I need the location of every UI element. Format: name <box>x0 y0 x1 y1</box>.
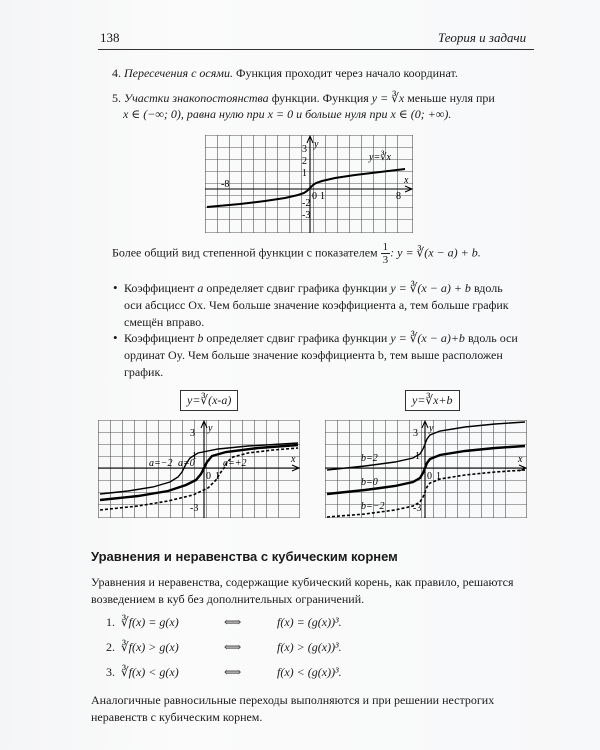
tick-x0: 0 <box>312 191 317 202</box>
tick-x1: 1 <box>436 471 441 482</box>
tick-y1: 1 <box>415 451 420 462</box>
equivalence-arrow-icon: ⟺ <box>224 665 242 679</box>
rule-3 <box>106 664 342 681</box>
label-a-minus2: a=−2 <box>149 458 173 469</box>
fraction-numerator: 1 <box>382 241 389 253</box>
graph-cbrt <box>205 135 413 233</box>
bullet-1-text-c: вдоль <box>470 281 503 295</box>
rule-right: f(x) > (g(x))³. <box>277 640 342 654</box>
label-b-2: b=2 <box>361 453 378 464</box>
chapter-title: Теория и задачи <box>438 30 527 45</box>
item-4 <box>112 65 458 82</box>
tick-y3: 3 <box>190 428 195 439</box>
label-a-plus2: a=+2 <box>223 458 247 469</box>
item-5-number: 5. <box>112 91 121 105</box>
tick-x1: 1 <box>320 191 325 202</box>
bullet-2-line2: ординат Oy. Чем больше значение коэффициента b, тем выше расположен <box>124 348 503 362</box>
grid <box>325 420 527 518</box>
tick-y1: 1 <box>192 451 197 462</box>
curve-label: y=∛x <box>369 152 391 163</box>
item-4-text: Функция проходит через начало координат. <box>232 66 458 80</box>
tick-y1: 1 <box>302 168 307 179</box>
page-number: 138 <box>100 30 120 45</box>
general-form <box>112 241 481 266</box>
tick-ym2: -2 <box>302 198 311 209</box>
bullet-1-text-b: определяет сдвиг графика функции <box>203 281 391 295</box>
tick-x1: 1 <box>215 471 220 482</box>
item-5 <box>112 90 537 107</box>
equivalence-arrow-icon: ⟺ <box>224 615 242 629</box>
bullet-1-text-a: Коэффициент <box>124 281 198 295</box>
label-b-minus2: b=−2 <box>361 501 385 512</box>
graph-b-title: y=∛x+b <box>405 390 460 411</box>
item-5-label: Участки знакопостоянства <box>124 91 269 105</box>
bullet-2-text-c: вдоль оси <box>464 331 518 345</box>
tick-y3: 3 <box>302 144 307 155</box>
y-axis-label: y <box>208 423 213 434</box>
bullet-1-line1 <box>124 280 503 297</box>
graph-a-title: y=∛(x-a) <box>180 390 238 411</box>
exponent-fraction <box>381 241 391 266</box>
rule-right: f(x) < (g(x))³. <box>277 665 342 679</box>
x-axis-label: x <box>291 454 296 465</box>
curve-a-plus2 <box>100 448 298 510</box>
tick-x-neg8: -8 <box>221 179 230 190</box>
header-rule <box>98 49 534 50</box>
rule-left: ∛f(x) > g(x) <box>121 640 179 654</box>
general-formula: : y = ∛(x − a) + b. <box>390 245 481 260</box>
section-outro-line2: неравенств с кубическим корнем. <box>91 710 263 724</box>
tick-ym3: -3 <box>413 503 422 514</box>
x-axis-label: x <box>404 175 409 186</box>
bullet-1-line2: оси абсцисс Ox. Чем больше значение коэффициента a, тем больше график <box>124 298 509 312</box>
equivalence-arrow-icon: ⟺ <box>224 640 242 654</box>
bullet-dot-icon: • <box>113 280 118 295</box>
item-5-text-b: меньше нуля при <box>404 91 495 105</box>
rule-left: ∛f(x) < g(x) <box>121 665 179 679</box>
bullet-2-line3: график. <box>124 365 164 379</box>
tick-ym3: -3 <box>302 210 311 221</box>
bullet-2-coef: b <box>197 331 204 345</box>
item-4-label: Пересечения с осями. <box>124 66 233 80</box>
rule-number: 2. <box>106 640 115 654</box>
x-axis-label: x <box>518 454 523 465</box>
tick-x0: 0 <box>206 471 211 482</box>
fraction-denominator: 3 <box>382 254 389 266</box>
general-form-text: Более общий вид степенной функции с показателем <box>112 245 378 260</box>
rule-number: 1. <box>106 615 115 629</box>
section-heading: Уравнения и неравенства с кубическим корнем <box>91 549 398 564</box>
bullet-1-line3: смещён вправо. <box>124 315 205 329</box>
bullet-2-line1 <box>124 330 518 347</box>
item-4-number: 4. <box>112 66 121 80</box>
curve-b-minus2 <box>327 470 525 517</box>
bullet-1-func: y = ∛(x − a) + b <box>390 281 471 295</box>
grid <box>98 420 300 518</box>
tick-y3: 3 <box>413 428 418 439</box>
section-outro-line1: Аналогичные равносильные переходы выполняются и при решении нестрогих <box>91 693 495 707</box>
item-5-line2: x ∈ (−∞; 0), равна нулю при x = 0 и больше нуля при x ∈ (0; +∞). <box>123 107 452 121</box>
section-intro-line2: возведением в куб без дополнительных ограничений. <box>91 592 365 606</box>
bullet-2-text-b: определяет сдвиг графика функции <box>203 331 391 345</box>
y-axis-label: y <box>429 423 434 434</box>
section-intro-line1: Уравнения и неравенства, содержащие кубический корень, как правило, решаются <box>91 575 514 589</box>
rule-left: ∛f(x) = g(x) <box>121 615 179 629</box>
label-b-0: b=0 <box>361 477 378 488</box>
bullet-dot-icon: • <box>113 330 118 345</box>
label-a-0: a=0 <box>178 458 195 469</box>
bullet-1-coef: a <box>197 281 204 295</box>
tick-x8: 8 <box>396 191 401 202</box>
graph-shift-a <box>98 420 300 518</box>
item-5-text-a: функции. Функция <box>268 91 372 105</box>
item-5-func: y = ∛x <box>371 91 405 105</box>
bullet-2-text-a: Коэффициент <box>124 331 198 345</box>
rule-right: f(x) = (g(x))³. <box>277 615 342 629</box>
graph-shift-b <box>325 420 527 518</box>
y-axis-label: y <box>314 139 319 150</box>
curve-b-0 <box>327 446 525 494</box>
rule-2 <box>106 639 342 656</box>
tick-ym3: -3 <box>190 503 199 514</box>
tick-x0: 0 <box>427 471 432 482</box>
rule-number: 3. <box>106 665 115 679</box>
bullet-2-func: y = ∛(x − a)+b <box>390 331 465 345</box>
rule-1 <box>106 614 342 631</box>
tick-y2: 2 <box>302 156 307 167</box>
